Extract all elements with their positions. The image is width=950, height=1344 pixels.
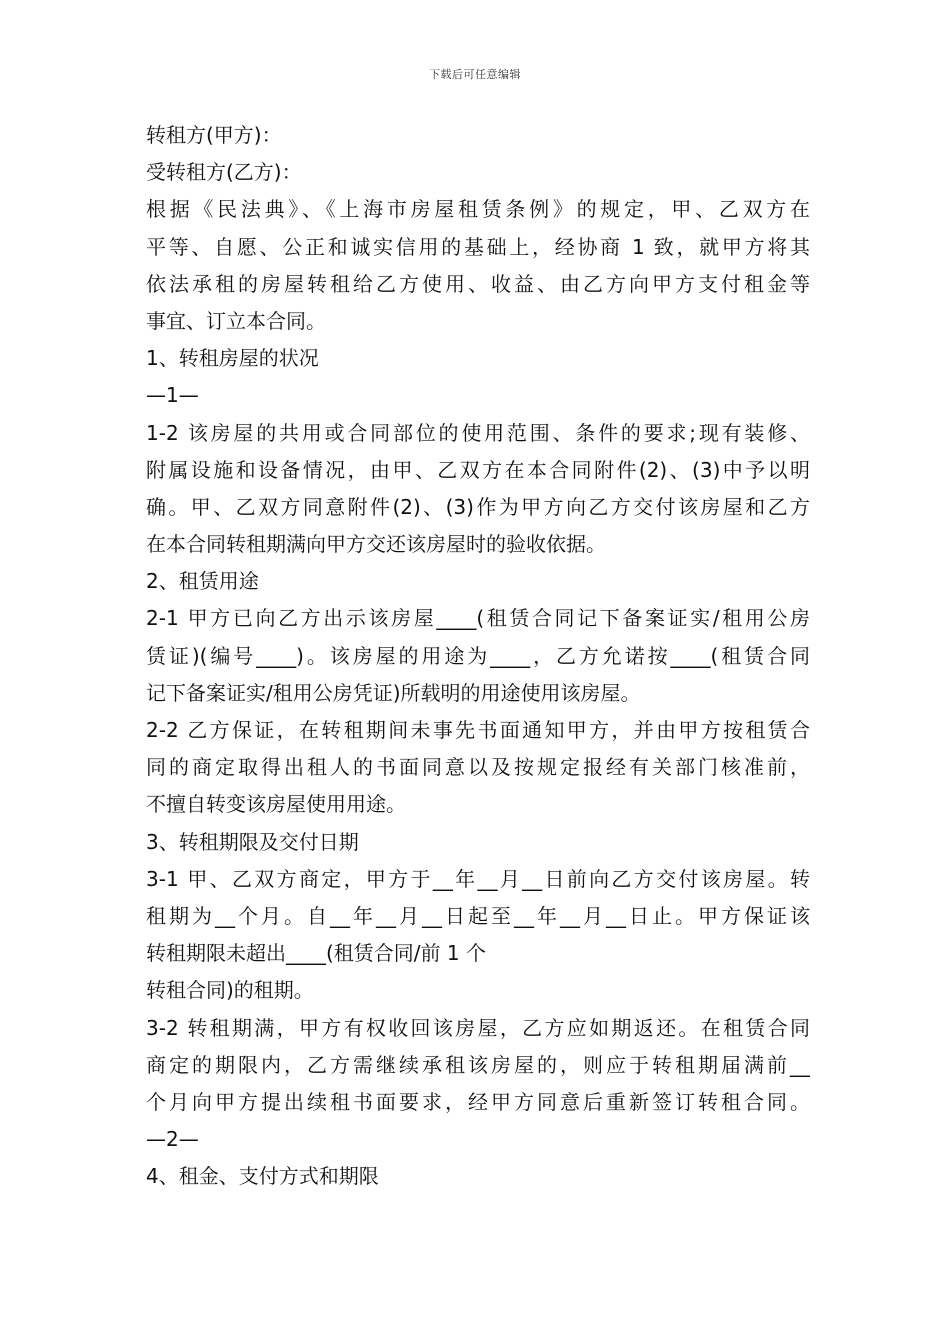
text-line: 转租合同)的租期。 <box>146 978 314 1003</box>
text-line: 受转租方(乙方)： <box>146 160 302 185</box>
text-line: 3、转租期限及交付日期 <box>146 829 359 854</box>
text-line: 租期为__个月。自__年__月__日起至__年__月__日止。甲方保证该 <box>146 903 810 928</box>
text-line: 确。甲、乙双方同意附件(2)、(3)作为甲方向乙方交付该房屋和乙方 <box>146 494 810 519</box>
text-line: 同的商定取得出租人的书面同意以及按规定报经有关部门核准前， <box>146 755 810 780</box>
text-line: 赁证)(编号____)。该房屋的用途为____，乙方允诺按____(租赁合同 <box>146 643 810 668</box>
document-body <box>146 117 810 1195</box>
text-line: 转租方(甲方)： <box>146 123 282 147</box>
text-line: 2、租赁用途 <box>146 569 259 594</box>
text-line: 记下备案证实/租用公房凭证)所载明的用途使用该房屋。 <box>146 680 641 705</box>
text-line: 2-1 甲方已向乙方出示该房屋____(租赁合同记下备案证实/租用公房 <box>146 606 810 631</box>
text-line: 个月向甲方提出续租书面要求，经甲方同意后重新签订转租合同。 <box>146 1089 810 1114</box>
text-line: 1-2 该房屋的共用或合同部位的使用范围、条件的要求;现有装修、 <box>146 420 810 445</box>
text-line: 平等、自愿、公正和诚实信用的基础上，经协商 1 致，就甲方将其 <box>146 234 810 259</box>
text-line: 4、租金、支付方式和期限 <box>146 1164 379 1189</box>
text-line: —1— <box>146 383 199 408</box>
text-line: 事宜、订立本合同。 <box>146 308 326 333</box>
text-line: 商定的期限内，乙方需继续承租该房屋的，则应于转租期届满前__ <box>146 1052 810 1077</box>
text-line: 2-2 乙方保证，在转租期间未事先书面通知甲方，并由甲方按租赁合 <box>146 718 810 742</box>
text-line: 3-2 转租期满，甲方有权收回该房屋，乙方应如期返还。在租赁合同 <box>146 1015 810 1040</box>
text-line: 不擅自转变该房屋使用用途。 <box>146 792 406 817</box>
text-line: 1、转租房屋的状况 <box>146 346 319 371</box>
text-line: 附属设施和设备情况，由甲、乙双方在本合同附件(2)、(3)中予以明 <box>146 457 810 482</box>
text-line: 3-1 甲、乙双方商定，甲方于__年__月__日前向乙方交付该房屋。转 <box>146 866 810 891</box>
text-line: 依法承租的房屋转租给乙方使用、收益、由乙方向甲方支付租金等 <box>146 271 810 296</box>
text-line: 转租期限未超出____(租赁合同/前 1 个 <box>146 941 486 966</box>
header-note: 下载后可任意编辑 <box>429 68 521 81</box>
text-line: 根据《民法典》、《上海市房屋租赁条例》的规定，甲、乙双方在 <box>146 197 810 222</box>
text-line: 在本合同转租期满向甲方交还该房屋时的验收依据。 <box>146 532 606 557</box>
text-line: —2— <box>146 1127 199 1152</box>
